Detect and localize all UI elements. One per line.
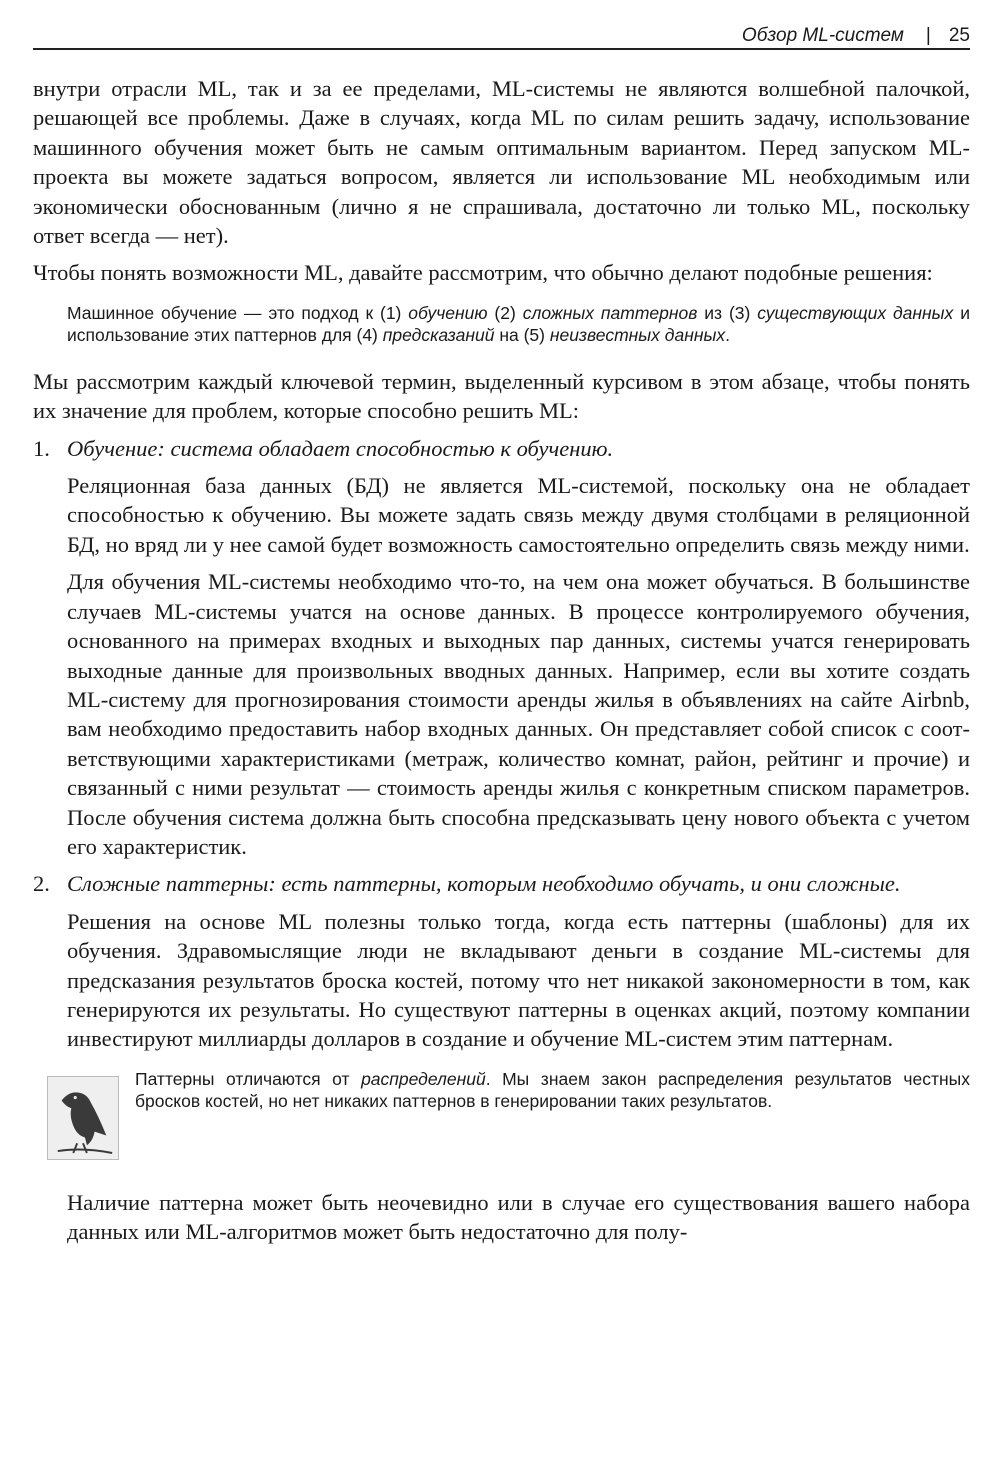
list-item-title: Обучение: система обладает способностью к обучению.	[67, 435, 614, 461]
note-text: Паттерны отличаются от распределений. Мы знаем закон распределения результатов честных бросков костей, но нет никаких паттернов в генерировании таких результатов.	[135, 1068, 970, 1112]
paragraph-patterns: Решения на основе ML полезны только тогда, когда есть паттерны (шаблоны) для их обучения. Здравомыслящие люди не вкладывают деньги в создание ML-системы для предсказания результатов броска костей, потому что нет никакой закономерности в том, как генерируются их результаты. Но существуют паттерны в оценках акций, поэтому компании инвестируют миллиарды долларов в создание и обучение ML-систем этим паттернам.	[67, 908, 970, 1052]
term-distributions: распределений	[361, 1068, 486, 1089]
header-separator: |	[925, 25, 931, 46]
note-block	[47, 1068, 970, 1160]
raven-icon	[47, 1076, 119, 1160]
term-learning: обучению	[408, 302, 488, 323]
chapter-title: Обзор ML-систем	[741, 25, 904, 46]
term-complex-patterns: сложных паттернов	[522, 302, 698, 323]
page-number: 25	[948, 25, 970, 46]
term-unseen-data: неизвестных данных	[549, 325, 726, 346]
paragraph-relational-db: Реляционная база данных (БД) не является ML-системой, поскольку она не обладает способностью к обучению. Вы можете задать связь между двумя столбцами в реляционной БД, но вряд ли у нее самой будет возможность самостоятельно определить связь между ними.	[67, 473, 970, 557]
list-item-complex-patterns	[33, 869, 970, 898]
paragraph-pattern-presence: Наличие паттерна может быть неочевидно или в случае его существования вашего набора данных или ML-алгоритмов может быть недостаточно для полу-	[67, 1189, 970, 1245]
body-text	[33, 74, 970, 1255]
term-predictions: предсказаний	[382, 325, 495, 346]
paragraph-capabilities: Чтобы понять возможности ML, давайте рассмотрим, что обычно делают подобные решения:	[33, 260, 933, 286]
paragraph-key-terms: Мы рассмотрим каждый ключевой термин, выделенный курсивом в этом абзаце, чтобы понять их значение для проблем, которые способно решить ML:	[33, 368, 970, 424]
list-number: 2.	[33, 871, 50, 897]
list-number: 1.	[33, 435, 50, 461]
paragraph-intro: внутри отрасли ML, так и за ее пределами, ML-системы не являются волшебной палочкой, решающей все проблемы. Даже в случаях, когда ML по силам решить задачу, использование машинного обучения может быть не самым оптимальным вариантом. Перед запуском ML-проекта вы можете задаться вопросом, является ли использование ML необходимым или экономически обоснованным (лично я не спрашивала, достаточно ли только ML, поскольку ответ всегда — нет).	[33, 76, 970, 249]
list-item-title: Сложные паттерны: есть паттерны, которым необходимо обучать, и они сложные.	[67, 871, 901, 897]
paragraph-training-data: Для обучения ML-системы необходимо что-то, на чем она может обучаться. В большинстве случаев ML-системы учатся на основе данных. В процессе контролируемого обучения, основанного на примерах входных и выходных пар данных, системы учатся генерировать выходные данные для произвольных вводных данных. Например, если вы хотите создать ML-систему для прогнозирования стоимости аренды жилья в объявлениях на сайте Airbnb, вам необходимо предоставить набор входных данных. Он представляет собой список с соответствующими характеристиками (метраж, количество комнат, район, рейтинг и прочие) и связанный с ними результат — стоимость аренды жилья с конкретным списком параметров. После обучения система должна быть способна предсказывать цену нового объекта с учетом его характеристик.	[67, 569, 970, 859]
term-existing-data: существующих данных	[757, 302, 954, 323]
list-item-learning	[33, 434, 970, 463]
definition-quote: Машинное обучение — это подход к (1) обучению (2) сложных паттернов из (3) существующих данных и использование этих паттернов для (4) предсказаний на (5) неизвестных данных.	[67, 302, 970, 346]
running-header	[33, 24, 970, 50]
